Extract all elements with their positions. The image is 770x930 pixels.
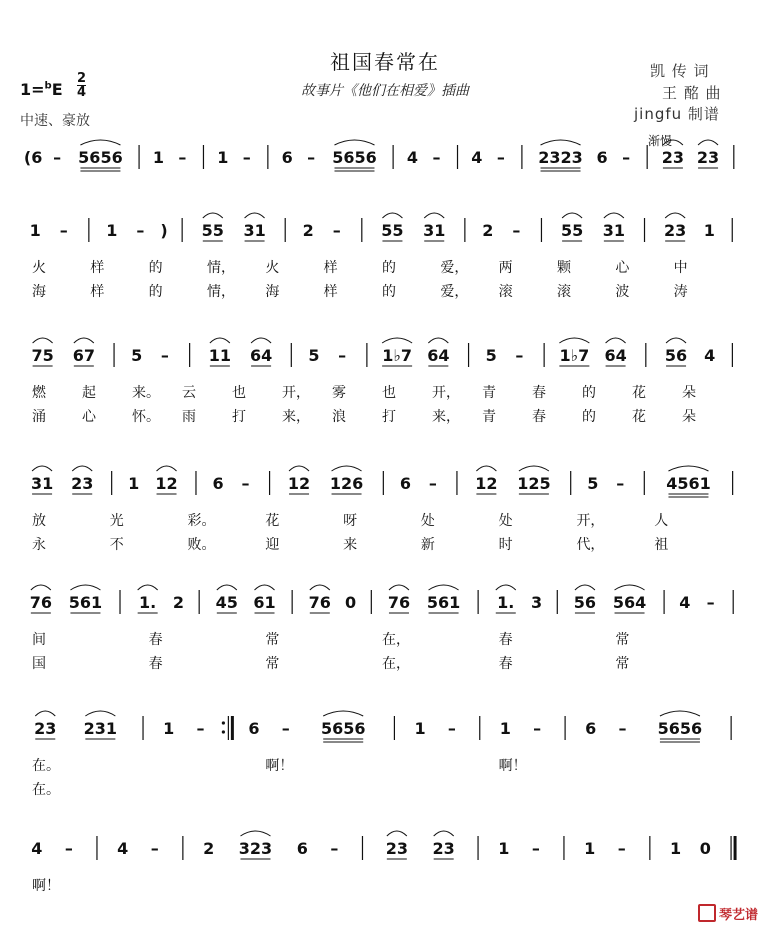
note-group: 2 <box>302 221 314 240</box>
lyric-syllable: 情， <box>207 260 235 276</box>
note-group: 1 <box>498 839 510 858</box>
lyric-syllable: 的 <box>148 284 163 300</box>
key-note: E <box>51 80 63 99</box>
lyric-syllable: 打 <box>382 409 396 425</box>
note-group: – <box>196 719 205 738</box>
note-group: – <box>618 719 627 738</box>
lyric-syllable: 朵 <box>682 385 696 401</box>
slur <box>424 213 444 218</box>
lyric-syllable: 常 <box>615 632 630 648</box>
note-group: 4 <box>704 346 716 365</box>
lyric-syllable: 春 <box>148 656 163 672</box>
lyric-syllable: 涌 <box>32 409 46 425</box>
slur <box>138 585 158 590</box>
slur <box>476 466 496 471</box>
note-group: – <box>332 221 341 240</box>
slur <box>496 585 516 590</box>
slur <box>310 585 330 590</box>
slur <box>389 585 409 590</box>
lyric-syllable: 人 <box>654 513 669 529</box>
note-group: – <box>53 148 62 167</box>
note-group: 561 <box>426 593 461 612</box>
note-group: 55 <box>381 221 404 240</box>
note-group: – <box>136 221 145 240</box>
note-group: 56 <box>573 593 597 612</box>
slur <box>387 831 407 836</box>
lyric-syllable: 雨 <box>182 409 196 425</box>
note-group: – <box>150 839 159 858</box>
note-group: 23 <box>696 148 720 167</box>
lyric-syllable: 永 <box>32 537 46 553</box>
lyric-syllable: 心 <box>82 409 96 425</box>
note-group: 6 <box>281 148 293 167</box>
lyric-syllable: 心 <box>615 260 630 276</box>
note-group: – <box>178 148 187 167</box>
lyric-syllable: 海 <box>32 284 46 300</box>
note-group: 231 <box>83 719 118 738</box>
lyric-syllable: 啊！ <box>32 878 60 894</box>
slur <box>606 338 626 343</box>
note-group: 564 <box>612 593 647 612</box>
note-group: 6 <box>212 474 224 493</box>
note-group: – <box>338 346 347 365</box>
note-group: 76 <box>308 593 331 612</box>
note-group: 4 <box>31 839 43 858</box>
note-group: 31 <box>602 221 626 240</box>
note-group: 4 <box>117 839 129 858</box>
note-group: – <box>432 148 441 167</box>
slur <box>604 213 624 218</box>
slur <box>210 338 230 343</box>
note-group: 1 <box>29 221 41 240</box>
slur <box>575 585 595 590</box>
lyric-syllable: 浪 <box>332 409 346 425</box>
note-group: 6 <box>596 148 608 167</box>
slur <box>559 338 589 343</box>
note-group: 1♭7 <box>382 346 413 365</box>
lyric-syllable: 火 <box>265 260 280 276</box>
note-group: 0 <box>699 839 711 858</box>
lyric-syllable: 败。 <box>187 537 216 553</box>
lyric-syllable: 常 <box>265 656 280 672</box>
lyric-syllable: 时 <box>498 537 513 553</box>
lyric-syllable: 样 <box>323 260 338 276</box>
lyric-syllable: 青 <box>482 385 496 401</box>
lyric-syllable: 春 <box>532 409 546 425</box>
lyric-syllable: 春 <box>148 632 163 648</box>
note-group: 5656 <box>78 148 123 167</box>
lyric-syllable: 春 <box>498 632 513 648</box>
slur <box>31 585 51 590</box>
note-group: 4 <box>471 148 483 167</box>
note-group: 1 <box>163 719 175 738</box>
slur <box>323 711 363 716</box>
note-group: 12 <box>475 474 498 493</box>
note-group: – <box>160 346 169 365</box>
note-group: 56 <box>664 346 688 365</box>
note-group: 55 <box>201 221 224 240</box>
lyric-syllable: 常 <box>265 632 280 648</box>
logo-text: 琴艺谱 <box>718 908 758 923</box>
note-group: 5 <box>485 346 497 365</box>
note-group: 12 <box>287 474 311 493</box>
lyric-syllable: 常 <box>615 656 630 672</box>
slur <box>434 831 454 836</box>
slur <box>698 140 718 145</box>
note-group: 126 <box>329 474 364 493</box>
arranger-credit: jingfu 制谱 <box>634 105 720 123</box>
slur <box>666 338 686 343</box>
note-group: 11 <box>208 346 231 365</box>
time-top: 2 <box>77 71 87 86</box>
slur <box>32 466 52 471</box>
lyric-syllable: 来， <box>282 409 310 425</box>
lyric-syllable: 火 <box>32 260 46 276</box>
lyric-syllable: 怀。 <box>132 409 160 425</box>
note-group: – <box>617 839 626 858</box>
note-group: – <box>622 148 631 167</box>
lyric-syllable: 在， <box>382 632 410 648</box>
lyric-syllable: 花 <box>632 409 646 425</box>
composer-credit: 王 酩 曲 <box>662 84 722 102</box>
note-group: 23 <box>34 719 57 738</box>
lyric-syllable: 来。 <box>132 385 160 401</box>
note-group: 61 <box>253 593 276 612</box>
slur <box>217 585 237 590</box>
lyric-syllable: 国 <box>32 656 46 672</box>
note-group: – <box>241 474 250 493</box>
lyric-syllable: 处 <box>498 513 513 529</box>
note-group: 6 <box>399 474 411 493</box>
note-group: 45 <box>215 593 238 612</box>
note-group: 1 <box>584 839 596 858</box>
lyric-syllable: 样 <box>90 260 105 276</box>
lyric-syllable: 新 <box>420 537 435 553</box>
slur <box>33 338 53 343</box>
lyric-syllable: 不 <box>109 537 124 553</box>
note-group: 1 <box>106 221 118 240</box>
lyric-syllable: 云 <box>182 385 196 401</box>
lyric-syllable: 在。 <box>32 758 60 774</box>
lyricist-credit: 凯 传 词 <box>650 62 710 80</box>
note-group: – <box>447 719 456 738</box>
slur <box>80 140 120 145</box>
note-group: – <box>616 474 625 493</box>
lyric-syllable: 迎 <box>265 537 280 553</box>
note-group: 76 <box>29 593 52 612</box>
note-group: 5656 <box>657 719 703 738</box>
lyric-syllable: 中 <box>673 260 688 276</box>
lyric-syllable: 花 <box>632 385 646 401</box>
logo-icon <box>698 904 716 922</box>
lyric-syllable: 开， <box>282 385 310 401</box>
note-group: 3 <box>530 593 543 612</box>
lyric-syllable: 起 <box>82 385 96 401</box>
slur <box>668 466 708 471</box>
note-group: 6 <box>296 839 308 858</box>
note-group: – <box>64 839 73 858</box>
note-group: 125 <box>517 474 551 493</box>
lyric-syllable: 波 <box>615 284 630 300</box>
lyric-syllable: 在， <box>382 656 410 672</box>
lyric-syllable: 啊！ <box>265 758 294 774</box>
lyric-syllable: 朵 <box>682 409 696 425</box>
lyric-syllable: 彩。 <box>187 513 216 529</box>
slur <box>660 711 700 716</box>
note-group: – <box>533 719 542 738</box>
note-group: 1 <box>128 474 140 493</box>
lyric-syllable: 爱， <box>440 284 469 300</box>
slur <box>615 585 645 590</box>
lyric-syllable: 海 <box>265 284 280 300</box>
slur <box>519 466 549 471</box>
slur <box>289 466 309 471</box>
note-group: 23 <box>661 148 685 167</box>
slur <box>663 140 683 145</box>
note-group: 12 <box>155 474 178 493</box>
lyric-syllable: 啊！ <box>498 758 527 774</box>
note-group: – <box>307 148 316 167</box>
slur <box>157 466 177 471</box>
lyric-syllable: 样 <box>90 284 105 300</box>
note-group: 31 <box>243 221 266 240</box>
repeat-dot <box>222 721 225 724</box>
repeat-dot <box>222 730 225 733</box>
lyric-syllable: 燃 <box>32 385 46 401</box>
tempo-marking: 中速、豪放 <box>20 113 90 129</box>
lyric-syllable: 也 <box>232 385 246 401</box>
time-bottom: 4 <box>77 85 87 100</box>
slur <box>203 213 223 218</box>
lyric-syllable: 颗 <box>557 260 571 276</box>
lyric-syllable: 也 <box>382 385 396 401</box>
lyric-syllable: 祖 <box>654 537 669 553</box>
lyric-syllable: 涛 <box>673 284 688 300</box>
lyric-syllable: 开， <box>576 513 605 529</box>
note-group: 6 <box>248 719 260 738</box>
slur <box>255 585 275 590</box>
note-group: 5 <box>308 346 320 365</box>
lyric-syllable: 间 <box>32 632 46 648</box>
note-group: 5656 <box>320 719 366 738</box>
note-group: – <box>281 719 290 738</box>
lyric-syllable: 在。 <box>32 782 60 798</box>
lyric-syllable: 的 <box>382 260 396 276</box>
note-group: 75 <box>31 346 54 365</box>
flat-sign: b <box>44 80 52 92</box>
lyric-syllable: 青 <box>482 409 496 425</box>
note-group: 64 <box>427 346 450 365</box>
note-group: 1. <box>139 593 157 612</box>
lyric-syllable: 春 <box>532 385 546 401</box>
slur <box>70 585 100 590</box>
lyric-syllable: 的 <box>582 409 596 425</box>
lyric-syllable: 来 <box>343 537 358 553</box>
lyric-syllable: 来， <box>432 409 460 425</box>
note-group: 5656 <box>332 148 377 167</box>
note-group: 6 <box>585 719 597 738</box>
lyric-syllable: 两 <box>498 260 513 276</box>
slur <box>382 213 402 218</box>
lyric-syllable: 爱， <box>440 260 469 276</box>
note-group: 23 <box>432 839 455 858</box>
slur <box>72 466 92 471</box>
note-group: 31 <box>423 221 446 240</box>
note-group: 1♭7 <box>559 346 590 365</box>
note-group: 5 <box>587 474 599 493</box>
note-group: 4561 <box>666 474 711 493</box>
lyric-syllable: 的 <box>582 385 596 401</box>
note-group: ) <box>160 221 168 240</box>
lyric-syllable: 雾 <box>332 385 346 401</box>
note-group: 323 <box>238 839 273 858</box>
note-group: 1. <box>497 593 515 612</box>
site-logo <box>698 904 758 923</box>
tempo-change-marking: 渐慢 <box>648 134 673 148</box>
note-group: 4 <box>679 593 691 612</box>
lyric-syllable: 情， <box>207 284 235 300</box>
slur <box>245 213 265 218</box>
slur <box>240 831 270 836</box>
slur <box>429 585 459 590</box>
note-group: 2 <box>482 221 494 240</box>
note-group: 1 <box>499 719 511 738</box>
lyric-syllable: 的 <box>148 260 163 276</box>
note-group: 23 <box>385 839 408 858</box>
note-group: 2323 <box>538 148 583 167</box>
lyric-syllable: 滚 <box>498 284 513 300</box>
note-group: – <box>428 474 437 493</box>
note-group: 0 <box>345 593 357 612</box>
note-group: 31 <box>30 474 54 493</box>
note-group: 76 <box>387 593 411 612</box>
note-group: 4 <box>406 148 419 167</box>
lyric-syllable: 代， <box>576 537 605 553</box>
note-group: 67 <box>72 346 95 365</box>
lyric-syllable: 光 <box>109 513 124 529</box>
note-group: 23 <box>71 474 94 493</box>
note-group: – <box>330 839 339 858</box>
slur <box>251 338 271 343</box>
slur <box>74 338 94 343</box>
note-group: – <box>59 221 68 240</box>
note-group: 2 <box>203 839 215 858</box>
lyric-syllable: 开， <box>432 385 460 401</box>
lyric-syllable: 的 <box>382 284 396 300</box>
note-group: – <box>242 148 251 167</box>
note-group: – <box>496 148 505 167</box>
lyric-syllable: 样 <box>323 284 338 300</box>
song-title: 祖国春常在 <box>330 50 440 74</box>
lyric-syllable: 呀 <box>343 513 358 529</box>
note-group: (6 <box>23 148 43 167</box>
slur <box>85 711 115 716</box>
note-group: 1 <box>152 148 164 167</box>
slur <box>665 213 685 218</box>
lyric-syllable: 打 <box>232 409 246 425</box>
note-group: 561 <box>68 593 103 612</box>
note-group: 5 <box>131 346 143 365</box>
slur <box>562 213 582 218</box>
note-group: – <box>512 221 521 240</box>
note-group: 23 <box>664 221 687 240</box>
note-group: 1 <box>414 719 426 738</box>
lyric-syllable: 花 <box>265 513 280 529</box>
note-group: – <box>706 593 715 612</box>
note-group: – <box>531 839 540 858</box>
note-group: 1 <box>217 148 229 167</box>
slur <box>428 338 448 343</box>
key-prefix: 1= <box>20 80 45 99</box>
note-group: 1 <box>703 221 715 240</box>
note-group: 1 <box>670 839 682 858</box>
note-group: 64 <box>249 346 273 365</box>
lyric-syllable: 春 <box>498 656 513 672</box>
note-group: 55 <box>560 221 584 240</box>
lyric-syllable: 滚 <box>557 284 571 300</box>
lyric-syllable: 放 <box>32 513 46 529</box>
lyric-syllable: 处 <box>420 513 435 529</box>
slur <box>541 140 581 145</box>
slur <box>35 711 55 716</box>
slur <box>382 338 412 343</box>
note-group: – <box>515 346 524 365</box>
note-group: 64 <box>604 346 627 365</box>
slur <box>334 140 374 145</box>
note-group: 2 <box>172 593 185 612</box>
slur <box>332 466 362 471</box>
song-subtitle: 故事片《他们在相爱》插曲 <box>301 83 469 99</box>
